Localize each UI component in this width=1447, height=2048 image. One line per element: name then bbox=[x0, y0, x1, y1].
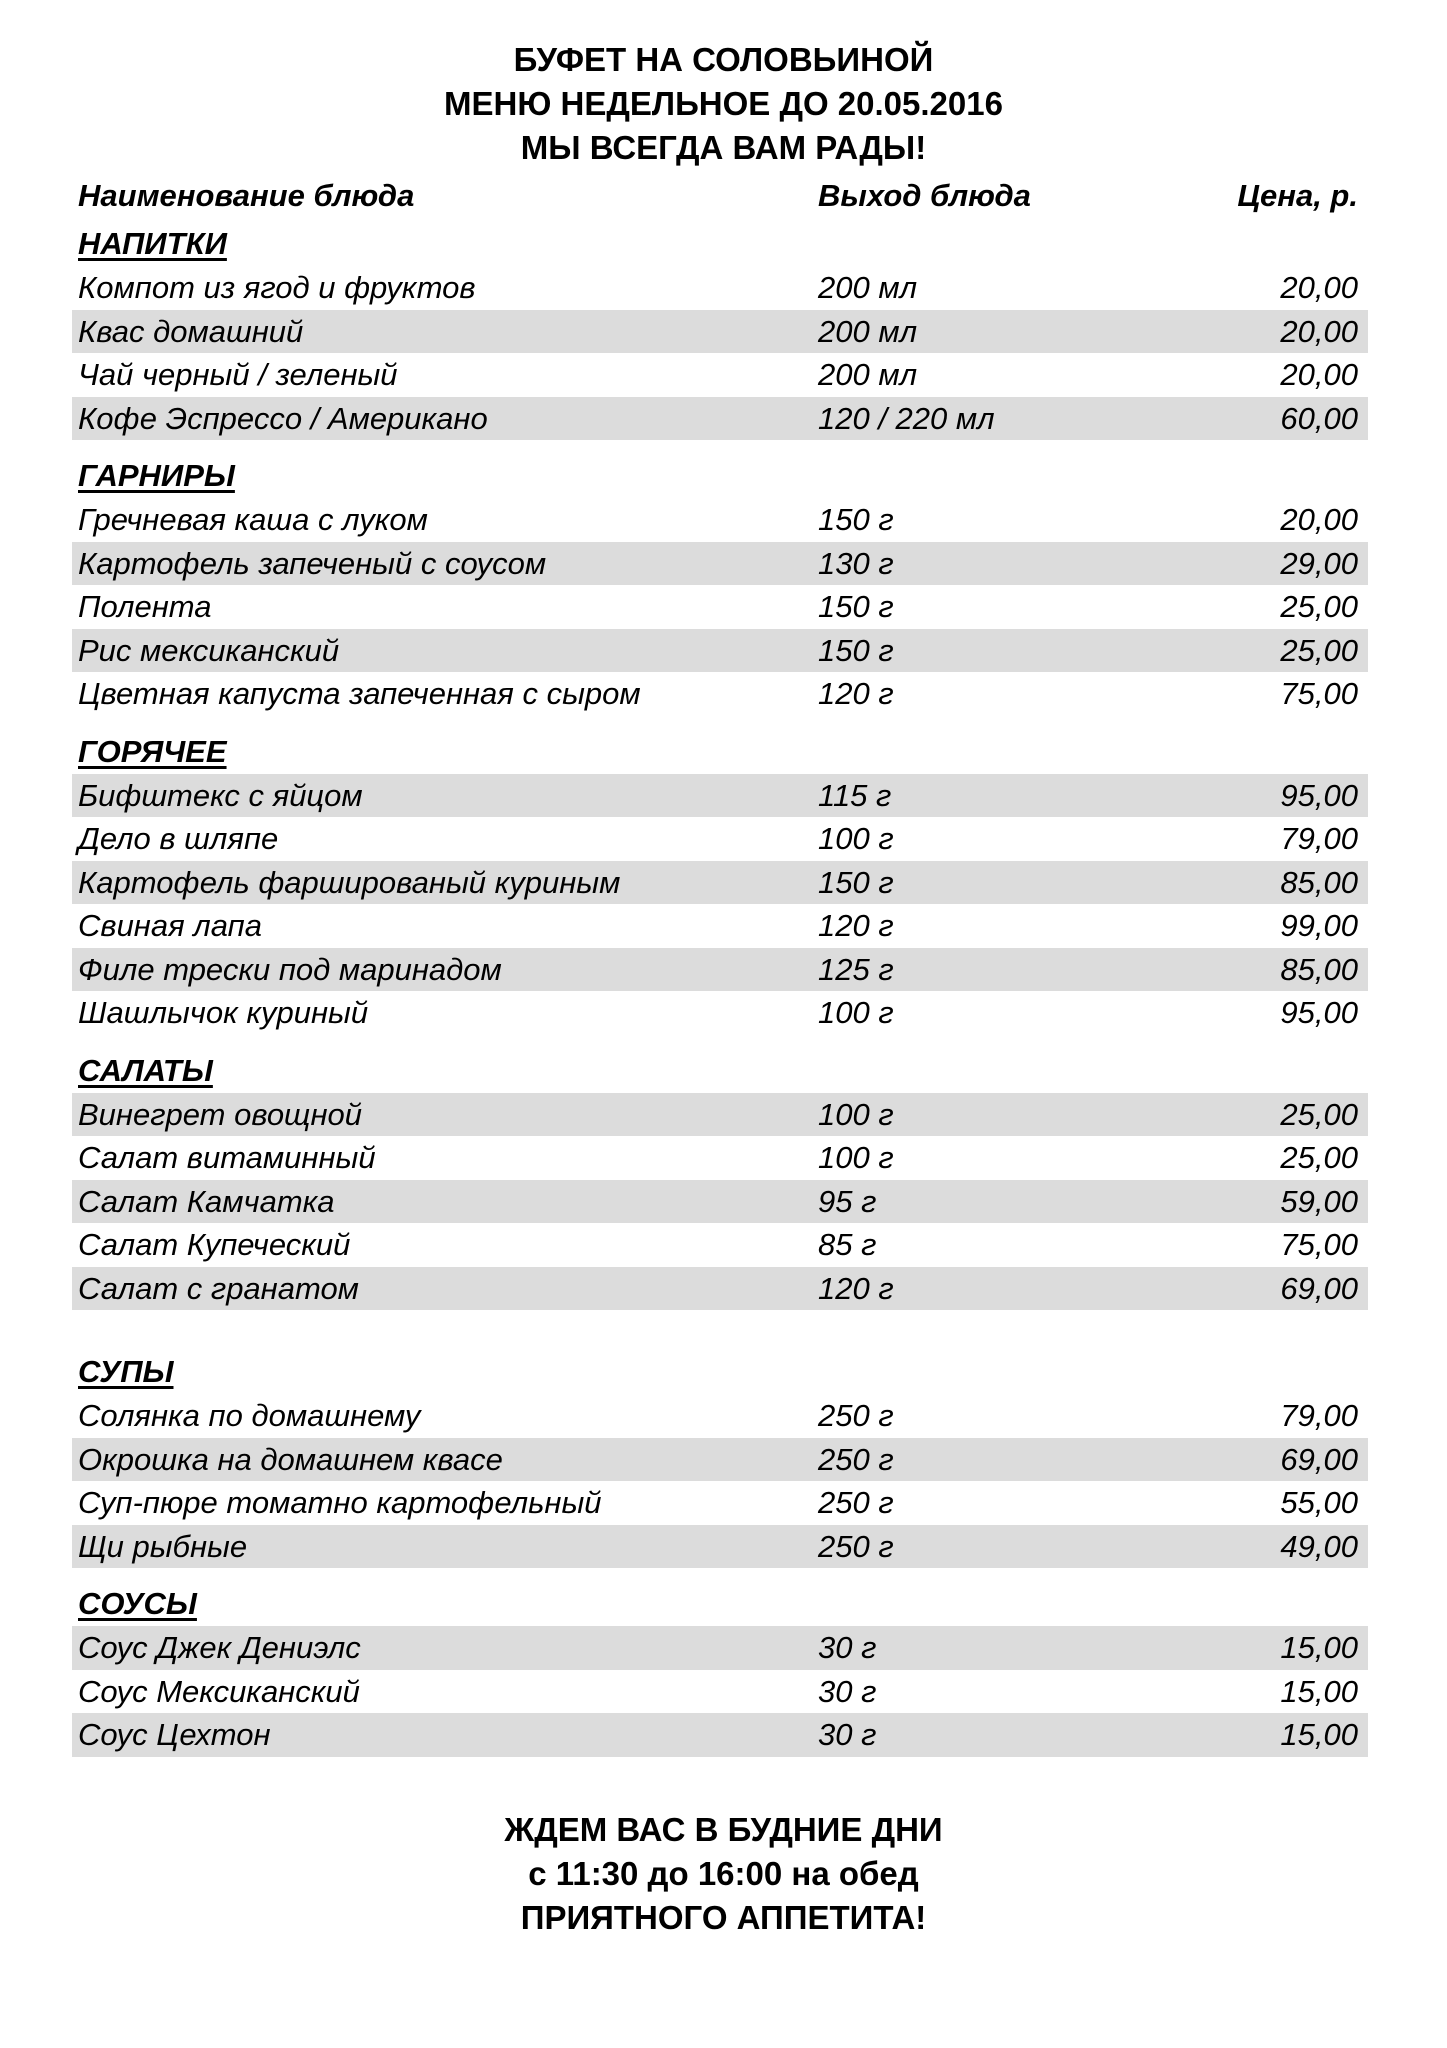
item-price: 20,00 bbox=[1280, 357, 1358, 392]
item-price: 99,00 bbox=[1280, 908, 1358, 943]
section-title: НАПИТКИ bbox=[78, 226, 227, 261]
item-price: 49,00 bbox=[1280, 1528, 1358, 1564]
item-name: Окрошка на домашнем квасе bbox=[78, 1441, 503, 1477]
menu-section bbox=[72, 1350, 1368, 1568]
item-yield: 250 г bbox=[818, 1398, 894, 1433]
menu-item-row bbox=[72, 310, 1368, 354]
item-name: Салат с гранатом bbox=[78, 1270, 359, 1306]
item-name: Шашлычок куриный bbox=[78, 995, 369, 1030]
item-name: Гречневая каша с луком bbox=[78, 502, 428, 537]
footer-hours: с 11:30 до 16:00 на обед bbox=[528, 1855, 919, 1892]
item-name: Компот из ягод и фруктов bbox=[78, 270, 476, 305]
menu-section bbox=[72, 1582, 1368, 1757]
item-name: Картофель фаршированый куриным bbox=[78, 864, 621, 900]
item-yield: 120 г bbox=[818, 1270, 894, 1306]
item-yield: 30 г bbox=[818, 1717, 877, 1752]
menu-section bbox=[72, 730, 1368, 1035]
item-yield: 200 мл bbox=[818, 357, 918, 392]
item-name: Соус Джек Дениэлс bbox=[78, 1630, 361, 1665]
column-header-name: Наименование блюда bbox=[78, 178, 415, 213]
section-title: ГОРЯЧЕЕ bbox=[78, 733, 227, 769]
item-price: 79,00 bbox=[1280, 1398, 1358, 1433]
item-price: 75,00 bbox=[1280, 1227, 1358, 1262]
item-yield: 200 мл bbox=[818, 270, 918, 305]
item-price: 25,00 bbox=[1280, 632, 1358, 668]
menu-item-row bbox=[72, 774, 1368, 818]
item-price: 85,00 bbox=[1280, 864, 1358, 900]
menu-item-row bbox=[72, 948, 1368, 992]
item-yield: 95 г bbox=[818, 1183, 877, 1219]
item-name: Винегрет овощной bbox=[78, 1096, 362, 1132]
item-yield: 150 г bbox=[818, 589, 894, 624]
menu-table bbox=[72, 174, 1368, 1757]
item-yield: 85 г bbox=[818, 1227, 877, 1262]
menu-item-row bbox=[72, 991, 1368, 1035]
item-name: Соус Цехтон bbox=[78, 1717, 271, 1752]
item-price: 85,00 bbox=[1280, 951, 1358, 987]
item-yield: 120 г bbox=[818, 676, 894, 711]
item-price: 29,00 bbox=[1280, 545, 1358, 581]
section-title: ГАРНИРЫ bbox=[78, 458, 235, 493]
item-yield: 150 г bbox=[818, 632, 894, 668]
menu-item-row bbox=[72, 1136, 1368, 1180]
item-price: 95,00 bbox=[1280, 995, 1358, 1030]
item-yield: 100 г bbox=[818, 1096, 894, 1132]
menu-item-row bbox=[72, 861, 1368, 905]
menu-footer bbox=[0, 1808, 1447, 1940]
item-yield: 100 г bbox=[818, 1140, 894, 1175]
item-price: 75,00 bbox=[1280, 676, 1358, 711]
item-name: Дело в шляпе bbox=[78, 821, 279, 856]
item-price: 15,00 bbox=[1280, 1717, 1358, 1752]
header-greeting: МЫ ВСЕГДА ВАМ РАДЫ! bbox=[520, 129, 927, 166]
menu-item-row bbox=[72, 904, 1368, 948]
item-yield: 120 / 220 мл bbox=[818, 400, 995, 436]
item-price: 25,00 bbox=[1280, 589, 1358, 624]
item-yield: 250 г bbox=[818, 1441, 894, 1477]
item-name: Соус Мексиканский bbox=[78, 1673, 360, 1709]
section-title: СОУСЫ bbox=[78, 1586, 197, 1621]
item-yield: 250 г bbox=[818, 1528, 894, 1564]
item-yield: 120 г bbox=[818, 908, 894, 943]
item-yield: 30 г bbox=[818, 1673, 877, 1709]
item-price: 20,00 bbox=[1280, 313, 1358, 349]
item-yield: 130 г bbox=[818, 545, 894, 581]
menu-section bbox=[72, 454, 1368, 716]
footer-wish: ПРИЯТНОГО АППЕТИТА! bbox=[520, 1899, 927, 1936]
item-yield: 150 г bbox=[818, 502, 894, 537]
item-name: Полента bbox=[78, 589, 212, 624]
menu-item-row bbox=[72, 1713, 1368, 1757]
menu-item-row bbox=[72, 1525, 1368, 1569]
column-header-yield: Выход блюда bbox=[818, 178, 1031, 213]
menu-item-row bbox=[72, 542, 1368, 586]
item-name: Суп-пюре томатно картофельный bbox=[78, 1485, 602, 1520]
menu-item-row bbox=[72, 1438, 1368, 1482]
item-yield: 200 мл bbox=[818, 313, 918, 349]
item-price: 15,00 bbox=[1280, 1673, 1358, 1709]
header-subtitle: МЕНЮ НЕДЕЛЬНОЕ ДО 20.05.2016 bbox=[444, 85, 1003, 122]
section-title: САЛАТЫ bbox=[78, 1052, 213, 1088]
item-yield: 150 г bbox=[818, 864, 894, 900]
menu-item-row bbox=[72, 1180, 1368, 1224]
menu-sections bbox=[72, 222, 1368, 1757]
item-name: Свиная лапа bbox=[78, 908, 262, 943]
item-price: 59,00 bbox=[1280, 1183, 1358, 1219]
item-yield: 115 г bbox=[818, 777, 892, 813]
item-name: Квас домашний bbox=[78, 313, 304, 349]
item-yield: 100 г bbox=[818, 821, 894, 856]
item-name: Чай черный / зеленый bbox=[78, 357, 398, 392]
item-price: 69,00 bbox=[1280, 1441, 1358, 1477]
item-price: 79,00 bbox=[1280, 821, 1358, 856]
menu-item-row bbox=[72, 672, 1368, 716]
item-name: Цветная капуста запеченная с сыром bbox=[78, 676, 641, 711]
item-price: 60,00 bbox=[1280, 400, 1358, 436]
menu-header bbox=[0, 38, 1447, 170]
item-price: 95,00 bbox=[1280, 777, 1358, 813]
menu-item-row bbox=[72, 1267, 1368, 1311]
menu-item-row bbox=[72, 817, 1368, 861]
column-header-price: Цена, р. bbox=[1237, 178, 1358, 213]
item-price: 20,00 bbox=[1280, 502, 1358, 537]
item-name: Салат Купеческий bbox=[78, 1227, 351, 1262]
header-title: БУФЕТ НА СОЛОВЬИНОЙ bbox=[513, 41, 934, 78]
item-name: Щи рыбные bbox=[78, 1528, 248, 1564]
item-name: Картофель запеченый с соусом bbox=[78, 545, 547, 581]
item-name: Кофе Эспрессо / Американо bbox=[78, 400, 488, 436]
menu-item-row bbox=[72, 498, 1368, 542]
item-yield: 30 г bbox=[818, 1630, 877, 1665]
item-yield: 250 г bbox=[818, 1485, 894, 1520]
menu-item-row bbox=[72, 1481, 1368, 1525]
menu-item-row bbox=[72, 1394, 1368, 1438]
item-price: 69,00 bbox=[1280, 1270, 1358, 1306]
item-name: Солянка по домашнему bbox=[78, 1398, 421, 1433]
menu-item-row bbox=[72, 629, 1368, 673]
menu-item-row bbox=[72, 266, 1368, 310]
item-yield: 125 г bbox=[818, 951, 894, 987]
item-name: Рис мексиканский bbox=[78, 632, 340, 668]
item-price: 55,00 bbox=[1280, 1485, 1358, 1520]
menu-section bbox=[72, 222, 1368, 440]
item-name: Салат Камчатка bbox=[78, 1183, 335, 1219]
item-yield: 100 г bbox=[818, 995, 894, 1030]
item-price: 20,00 bbox=[1280, 270, 1358, 305]
item-name: Филе трески под маринадом bbox=[78, 951, 502, 987]
menu-item-row bbox=[72, 585, 1368, 629]
footer-invite: ЖДЕМ ВАС В БУДНИЕ ДНИ bbox=[504, 1811, 943, 1848]
section-title: СУПЫ bbox=[78, 1354, 174, 1389]
menu-item-row bbox=[72, 1223, 1368, 1267]
menu-item-row bbox=[72, 1670, 1368, 1714]
item-price: 15,00 bbox=[1280, 1630, 1358, 1665]
menu-item-row bbox=[72, 397, 1368, 441]
menu-item-row bbox=[72, 353, 1368, 397]
menu-item-row bbox=[72, 1093, 1368, 1137]
column-headers bbox=[72, 174, 1368, 218]
menu-item-row bbox=[72, 1626, 1368, 1670]
item-price: 25,00 bbox=[1280, 1140, 1358, 1175]
menu-section bbox=[72, 1049, 1368, 1311]
item-price: 25,00 bbox=[1280, 1096, 1358, 1132]
item-name: Салат витаминный bbox=[78, 1140, 376, 1175]
item-name: Бифштекс с яйцом bbox=[78, 777, 363, 813]
